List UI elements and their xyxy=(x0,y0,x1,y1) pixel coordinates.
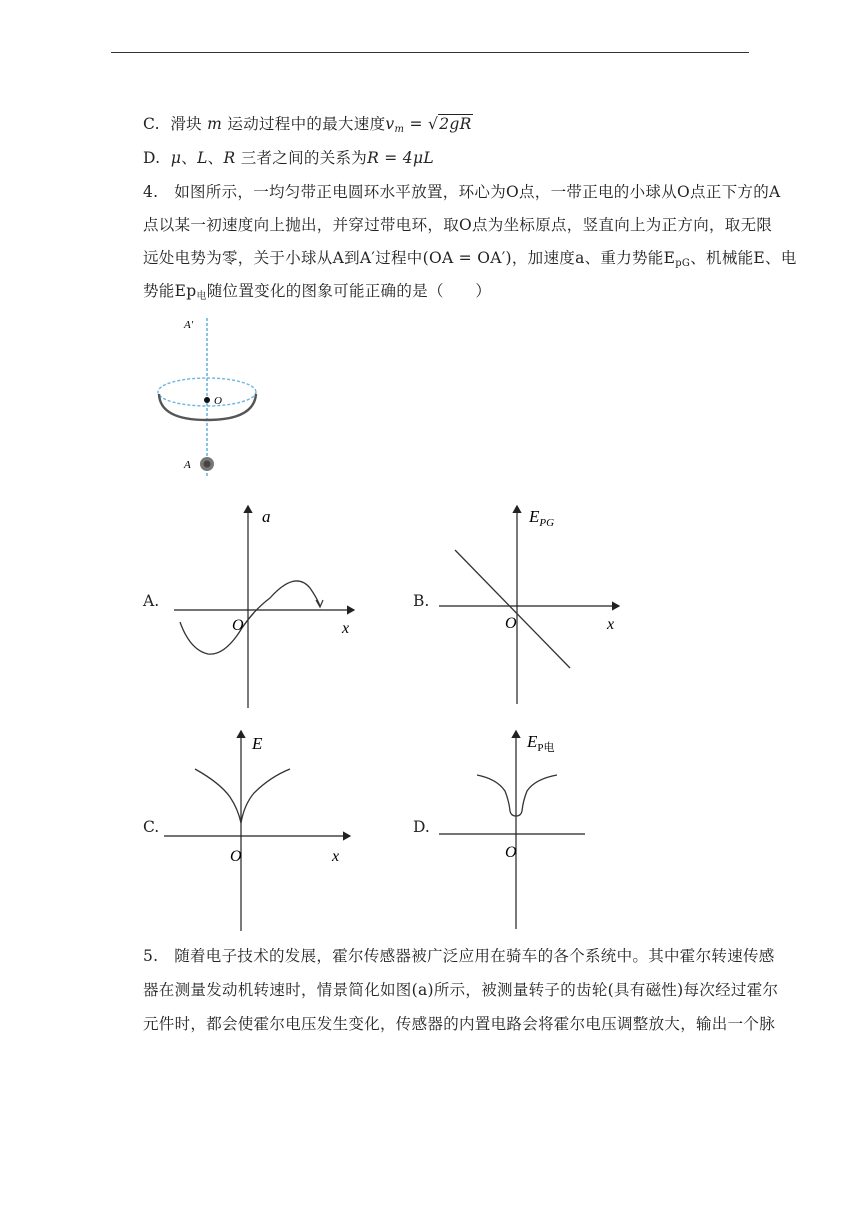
label-a-prime: A′ xyxy=(184,319,194,331)
q4-line-4: 势能$Ep_电$随位置变化的图象可能正确的是（ ） xyxy=(143,282,492,302)
graph-d xyxy=(435,725,625,935)
option-b-label: B. xyxy=(413,592,430,610)
label-o: O xyxy=(214,395,222,407)
q4-line-3: 远处电势为零，关于小球从A到A′过程中(OA = OA′)，加速度a、重力势能$E_{pG}$、机械能E、电 xyxy=(143,249,797,269)
line-b xyxy=(455,550,570,668)
curve-d xyxy=(477,775,557,816)
charged-ring-figure xyxy=(150,310,270,480)
q5-line-2: 器在测量发动机转速时，情景简化如图(a)所示，被测量转子的齿轮(具有磁性)每次经过霍尔 xyxy=(143,981,779,999)
label-a: A xyxy=(184,459,191,471)
q4-line-2: 点以某一初速度向上抛出，并穿过带电环，取O点为坐标原点，竖直向上为正方向，取无限 xyxy=(143,216,773,234)
curve-a xyxy=(180,581,320,654)
y-label: E xyxy=(252,734,263,753)
y-label: $E_{P电}$ xyxy=(527,732,555,754)
graph-c xyxy=(160,725,360,935)
option-a-label: A. xyxy=(143,592,160,610)
curve-c-right xyxy=(241,769,290,823)
q4-line-1: 4. 如图所示，一均匀带正电圆环水平放置，环心为O点，一带正电的小球从O点正下方的A xyxy=(143,183,781,201)
origin-label: O xyxy=(232,617,244,634)
graph-b xyxy=(435,500,625,710)
x-label: x xyxy=(342,620,350,637)
y-label: a xyxy=(262,507,271,526)
center-point xyxy=(204,397,210,403)
origin-label: O xyxy=(230,848,242,865)
q5-line-1: 5. 随着电子技术的发展，霍尔传感器被广泛应用在骑车的各个系统中。其中霍尔转速传感 xyxy=(143,947,775,965)
x-label: x xyxy=(607,616,615,633)
option-d-graph-label: D. xyxy=(413,818,430,836)
origin-label: O xyxy=(505,844,517,861)
option-d-line: D. μ、L、R 三者之间的关系为R = 4μL xyxy=(143,149,434,167)
graph-a xyxy=(170,500,360,710)
origin-label: O xyxy=(505,615,517,632)
curve-c-left xyxy=(195,769,241,823)
header-rule xyxy=(111,52,749,53)
option-c-line: C. 滑块 m 运动过程中的最大速度$v_m = √2gR$ xyxy=(143,115,472,135)
x-label: x xyxy=(332,848,340,865)
y-label: $E_{PG}$ xyxy=(529,507,555,529)
option-c-graph-label: C. xyxy=(143,818,160,836)
q5-line-3: 元件时，都会使霍尔电压发生变化，传感器的内置电路会将霍尔电压调整放大，输出一个脉 xyxy=(143,1015,776,1033)
